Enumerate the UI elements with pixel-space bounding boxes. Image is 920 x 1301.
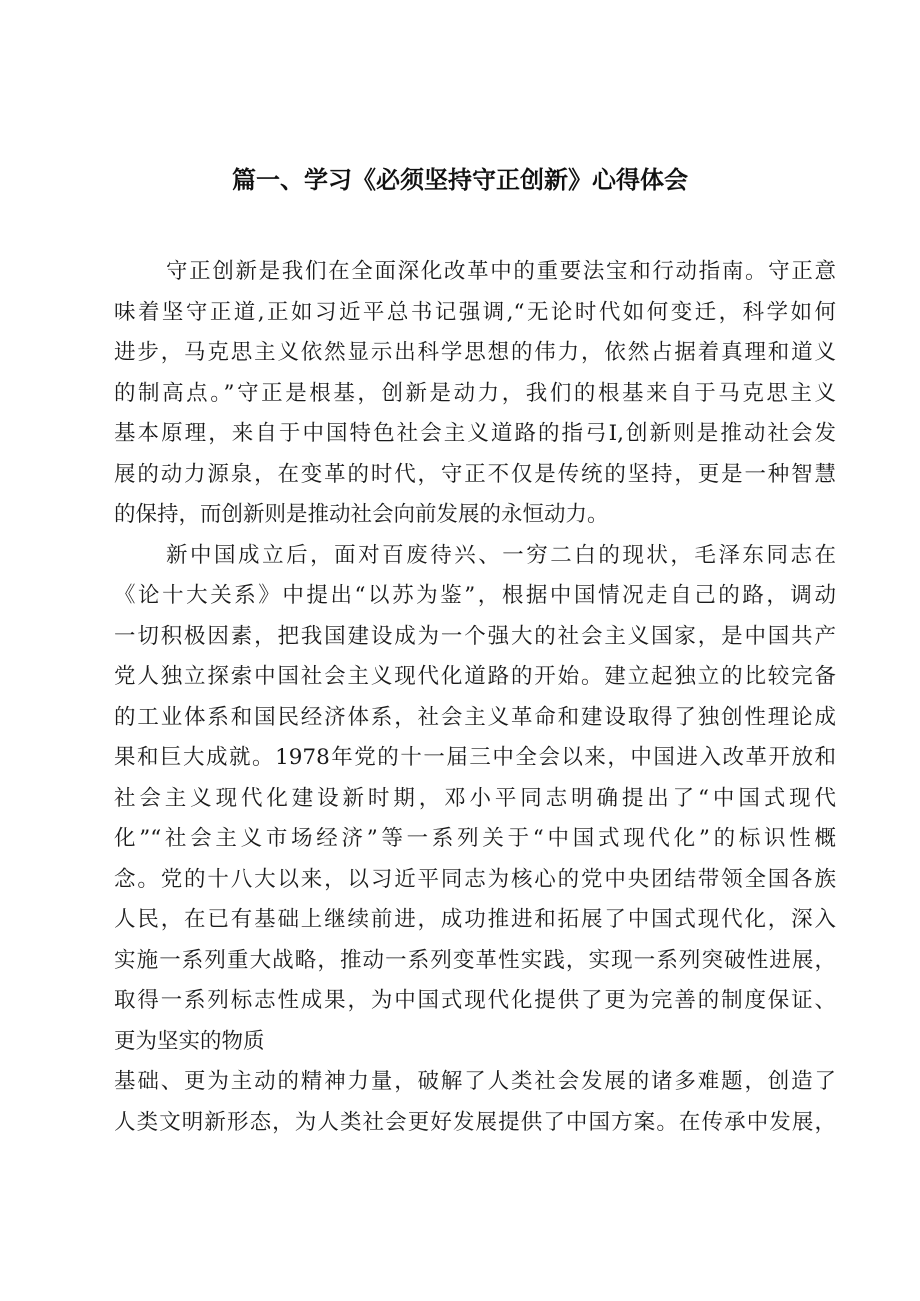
paragraph-2-line: 化”“社会主义市场经济”等一系列关于“中国式现代化”的标识性概 bbox=[114, 826, 836, 851]
paragraph-2-line: 更为坚实的物质 bbox=[114, 1028, 265, 1054]
paragraph-2-line: 基础、更为主动的精神力量，破解了人类社会发展的诸多难题，创造了 bbox=[114, 1069, 836, 1094]
paragraph-2-line: 实施一系列重大战略，推动一系列变革性实践，实现一系列突破性进展， bbox=[114, 947, 836, 973]
paragraph-2-line: 新中国成立后，面对百废待兴、一穷二白的现状，毛泽东同志在 bbox=[166, 542, 836, 568]
paragraph-1-line: 的保持，而创新则是推动社会向前发展的永恒动力。 bbox=[114, 502, 609, 527]
paragraph-2-line: 取得一系列标志性成果，为中国式现代化提供了更为完善的制度保证、 bbox=[114, 988, 836, 1013]
paragraph-1-line: 味着坚守正道,正如习近平总书记强调,“无论时代如何变迁，科学如何 bbox=[114, 299, 836, 325]
paragraph-2-line: 《论十大关系》中提出“以苏为鉴”，根据中国情况走自己的路，调动 bbox=[114, 583, 836, 608]
paragraph-2-line: 人类文明新形态，为人类社会更好发展提供了中国方案。在传承中发展， bbox=[114, 1109, 836, 1135]
paragraph-1-line: 的制高点。”守正是根基，创新是动力，我们的根基来自于马克思主义 bbox=[114, 380, 836, 406]
paragraph-2-line: 党人独立探索中国社会主义现代化道路的开始。建立起独立的比较完备 bbox=[114, 664, 836, 689]
paragraph-1-line: 进步，马克思主义依然显示出科学思想的伟力，依然占据着真理和道义 bbox=[114, 340, 836, 365]
paragraph-2-line: 的工业体系和国民经济体系，社会主义革命和建设取得了独创性理论成 bbox=[114, 704, 836, 730]
paragraph-2-line: 念。党的十八大以来，以习近平同志为核心的党中央团结带领全国各族 bbox=[114, 866, 836, 892]
paragraph-2-line: 人民，在已有基础上继续前进，成功推进和拓展了中国式现代化，深入 bbox=[114, 907, 836, 932]
paragraph-2-line: 社会主义现代化建设新时期，邓小平同志明确提出了“中国式现代 bbox=[114, 785, 836, 811]
paragraph-1-line: 守正创新是我们在全面深化改革中的重要法宝和行动指南。守正意 bbox=[166, 259, 836, 284]
document-title: 篇一、学习《必须坚持守正创新》心得体会 bbox=[232, 166, 688, 194]
document-body bbox=[114, 252, 836, 1143]
paragraph-2-line: 一切积极因素，把我国建设成为一个强大的社会主义国家，是中国共产 bbox=[114, 623, 836, 649]
paragraph-1-line: 基本原理，来自于中国特色社会主义道路的指弓I,创新则是推动社会发 bbox=[114, 421, 836, 446]
paragraph-2-line: 果和巨大成就。1978年党的十一届三中全会以来，中国进入改革开放和 bbox=[114, 745, 836, 770]
paragraph-1-line: 展的动力源泉，在变革的时代，守正不仅是传统的坚持，更是一种智慧 bbox=[114, 461, 836, 487]
